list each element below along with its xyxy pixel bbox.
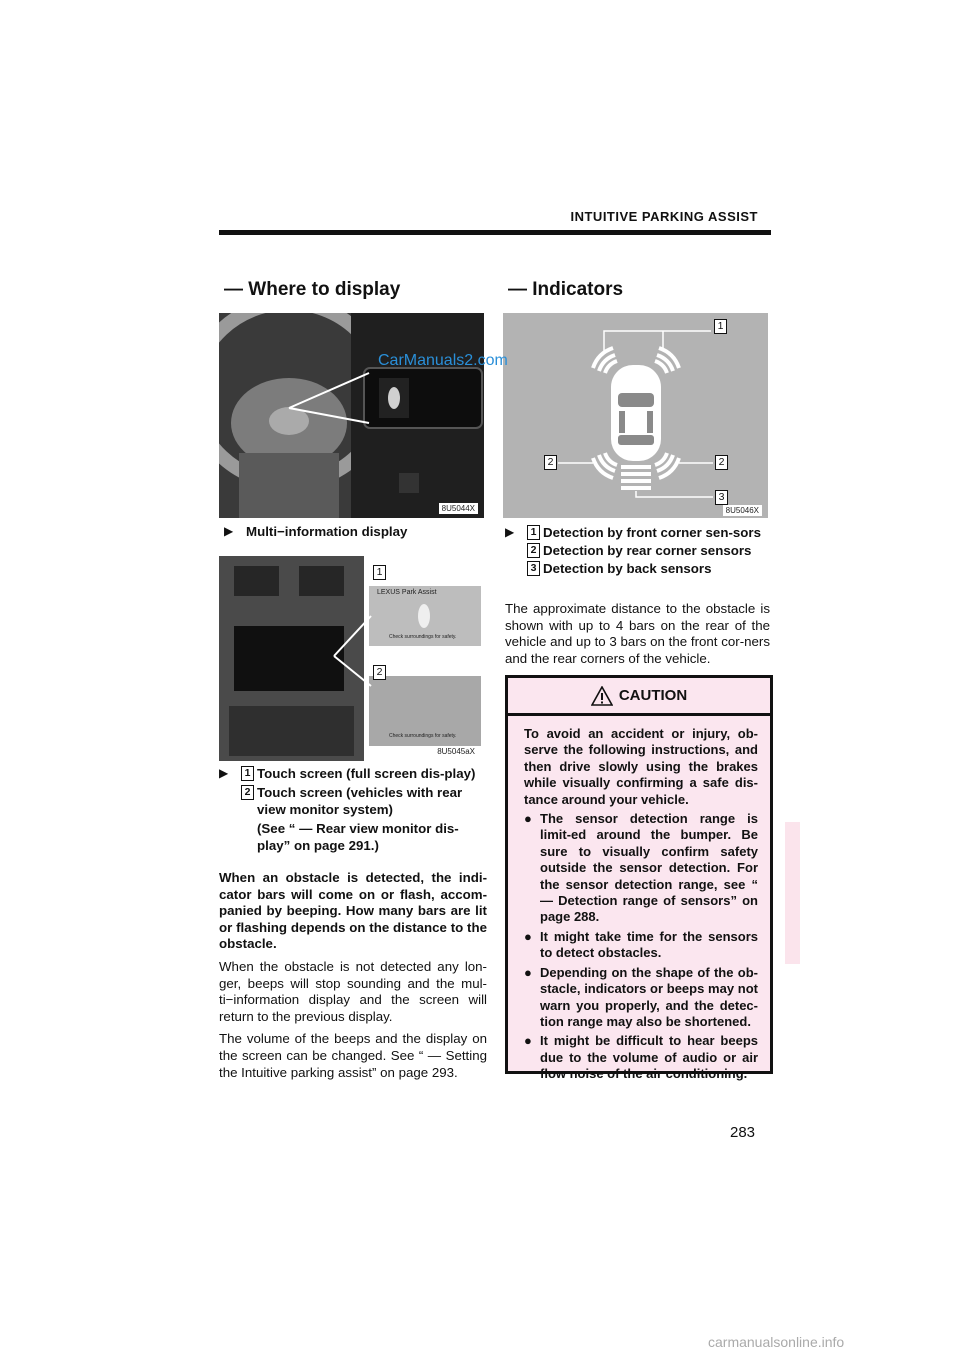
- photo-touch-screen: [219, 556, 484, 761]
- caption-arrow: ▶: [224, 524, 234, 538]
- car-sensor-diagram: [503, 313, 768, 518]
- console-illustration: [219, 556, 484, 761]
- caption-multi-info: ▶ Multi−information display: [224, 524, 408, 539]
- warning-triangle-icon: [591, 686, 613, 706]
- caution-box: [505, 675, 773, 1082]
- steering-wheel-illustration: [219, 313, 484, 518]
- watermark-bottom: carmanualsonline.info: [708, 1334, 845, 1350]
- label-2-right: 2: [715, 455, 728, 470]
- label-3: 3: [527, 561, 540, 576]
- watermark-top: CarManuals2.com: [378, 352, 508, 369]
- section-title-where: — Where to display: [224, 279, 401, 300]
- caution-title: CAUTION: [618, 687, 688, 704]
- left-body: [219, 870, 487, 1087]
- para-volume: The volume of the beeps and the display on the screen can be changed. See “ — Setting the Intuitive parking assist” on page 293.: [219, 1031, 487, 1080]
- label-2: 2: [527, 543, 540, 558]
- caution-bullet: ● It might take time for the sensors to detect obstacles.: [524, 928, 758, 961]
- para-approx-distance: The approximate distance to the obstacle is shown with up to 4 bars on the rear of the vehicle and up to 3 bars on the front cor-ners and the rear corners of the vehicle.: [505, 601, 770, 666]
- label-2: 2: [241, 785, 254, 800]
- caption-arrow: ▶: [219, 766, 229, 780]
- bullet-icon: ●: [524, 964, 532, 980]
- page-number: 283: [730, 1124, 756, 1141]
- caution-header: [508, 678, 770, 716]
- caution-bullet: ● It might be difficult to hear beeps due to the volume of audio or air flow noise of the air conditioning.: [524, 1033, 758, 1082]
- photo-multi-information-display: [219, 313, 484, 518]
- panel1-title: LEXUS Park Assist: [377, 589, 437, 596]
- label-2-left: 2: [544, 455, 557, 470]
- caution-body: [508, 716, 770, 1083]
- caption-reference: (See “ — Rear view monitor dis-play” on page 291.): [257, 821, 459, 853]
- bullet-icon: ●: [524, 811, 532, 827]
- label-1: 1: [527, 525, 540, 540]
- panel1-msg: Check surroundings for safety.: [389, 634, 457, 640]
- caption-indicators: ▶ 1 Detection by front corner sen-sors 2 Detection by rear corner sensors 3 Detection by back sensors: [505, 525, 761, 576]
- caution-bullet: ● The sensor detection range is limit-ed around the bumper. Be sure to visually confirm safety outside the sensor detection. For the sensor detection range, see “ — Detection range of sensors” on page 288.: [524, 811, 758, 925]
- indicators-diagram: [503, 313, 768, 518]
- label-1: 1: [373, 565, 386, 580]
- para-obstacle-detected: When an obstacle is detected, the indi-cator bars will come on or flash, accom-panied by beeping. How many bars are lit or flashing depends on the distance to the obstacle.: [219, 870, 487, 952]
- label-1: 1: [714, 319, 727, 334]
- caution-bullet: ● Depending on the shape of the ob-stacle, indicators or beeps may not warn you properly, and the detec-tion range may also be shortened.: [524, 964, 758, 1029]
- bullet-icon: ●: [524, 928, 532, 944]
- section-title-indicators: — Indicators: [508, 279, 624, 300]
- photo2-code: 8U5045aX: [434, 746, 478, 757]
- caption-arrow: ▶: [505, 525, 515, 539]
- label-1: 1: [241, 766, 254, 781]
- label-2: 2: [373, 665, 386, 680]
- chapter-side-tab: [785, 822, 800, 964]
- label-3: 3: [715, 490, 728, 505]
- bullet-icon: ●: [524, 1033, 532, 1049]
- right-body: [505, 601, 770, 673]
- caution-intro: To avoid an accident or injury, ob-serve the following instructions, and then drive slowly using the brakes while visually confirming a safe dis-tance around your vehicle.: [524, 726, 758, 807]
- caption-touch-screen: ▶ 1 Touch screen (full screen dis-play) 2 Touch screen (vehicles with rear view monitor system) (See “ — Rear view monitor dis-play” on page 291.): [219, 766, 476, 853]
- header-rule: [219, 230, 771, 235]
- photo1-code: 8U5044X: [439, 503, 478, 514]
- para-obstacle-gone: When the obstacle is not detected any lon-ger, beeps will stop sounding and the mul-ti−information display and the screen will return to the previous display.: [219, 958, 487, 1024]
- panel2-msg: Check surroundings for safety.: [389, 733, 457, 739]
- running-header: INTUITIVE PARKING ASSIST: [570, 209, 758, 224]
- diagram-code: 8U5046X: [723, 505, 762, 516]
